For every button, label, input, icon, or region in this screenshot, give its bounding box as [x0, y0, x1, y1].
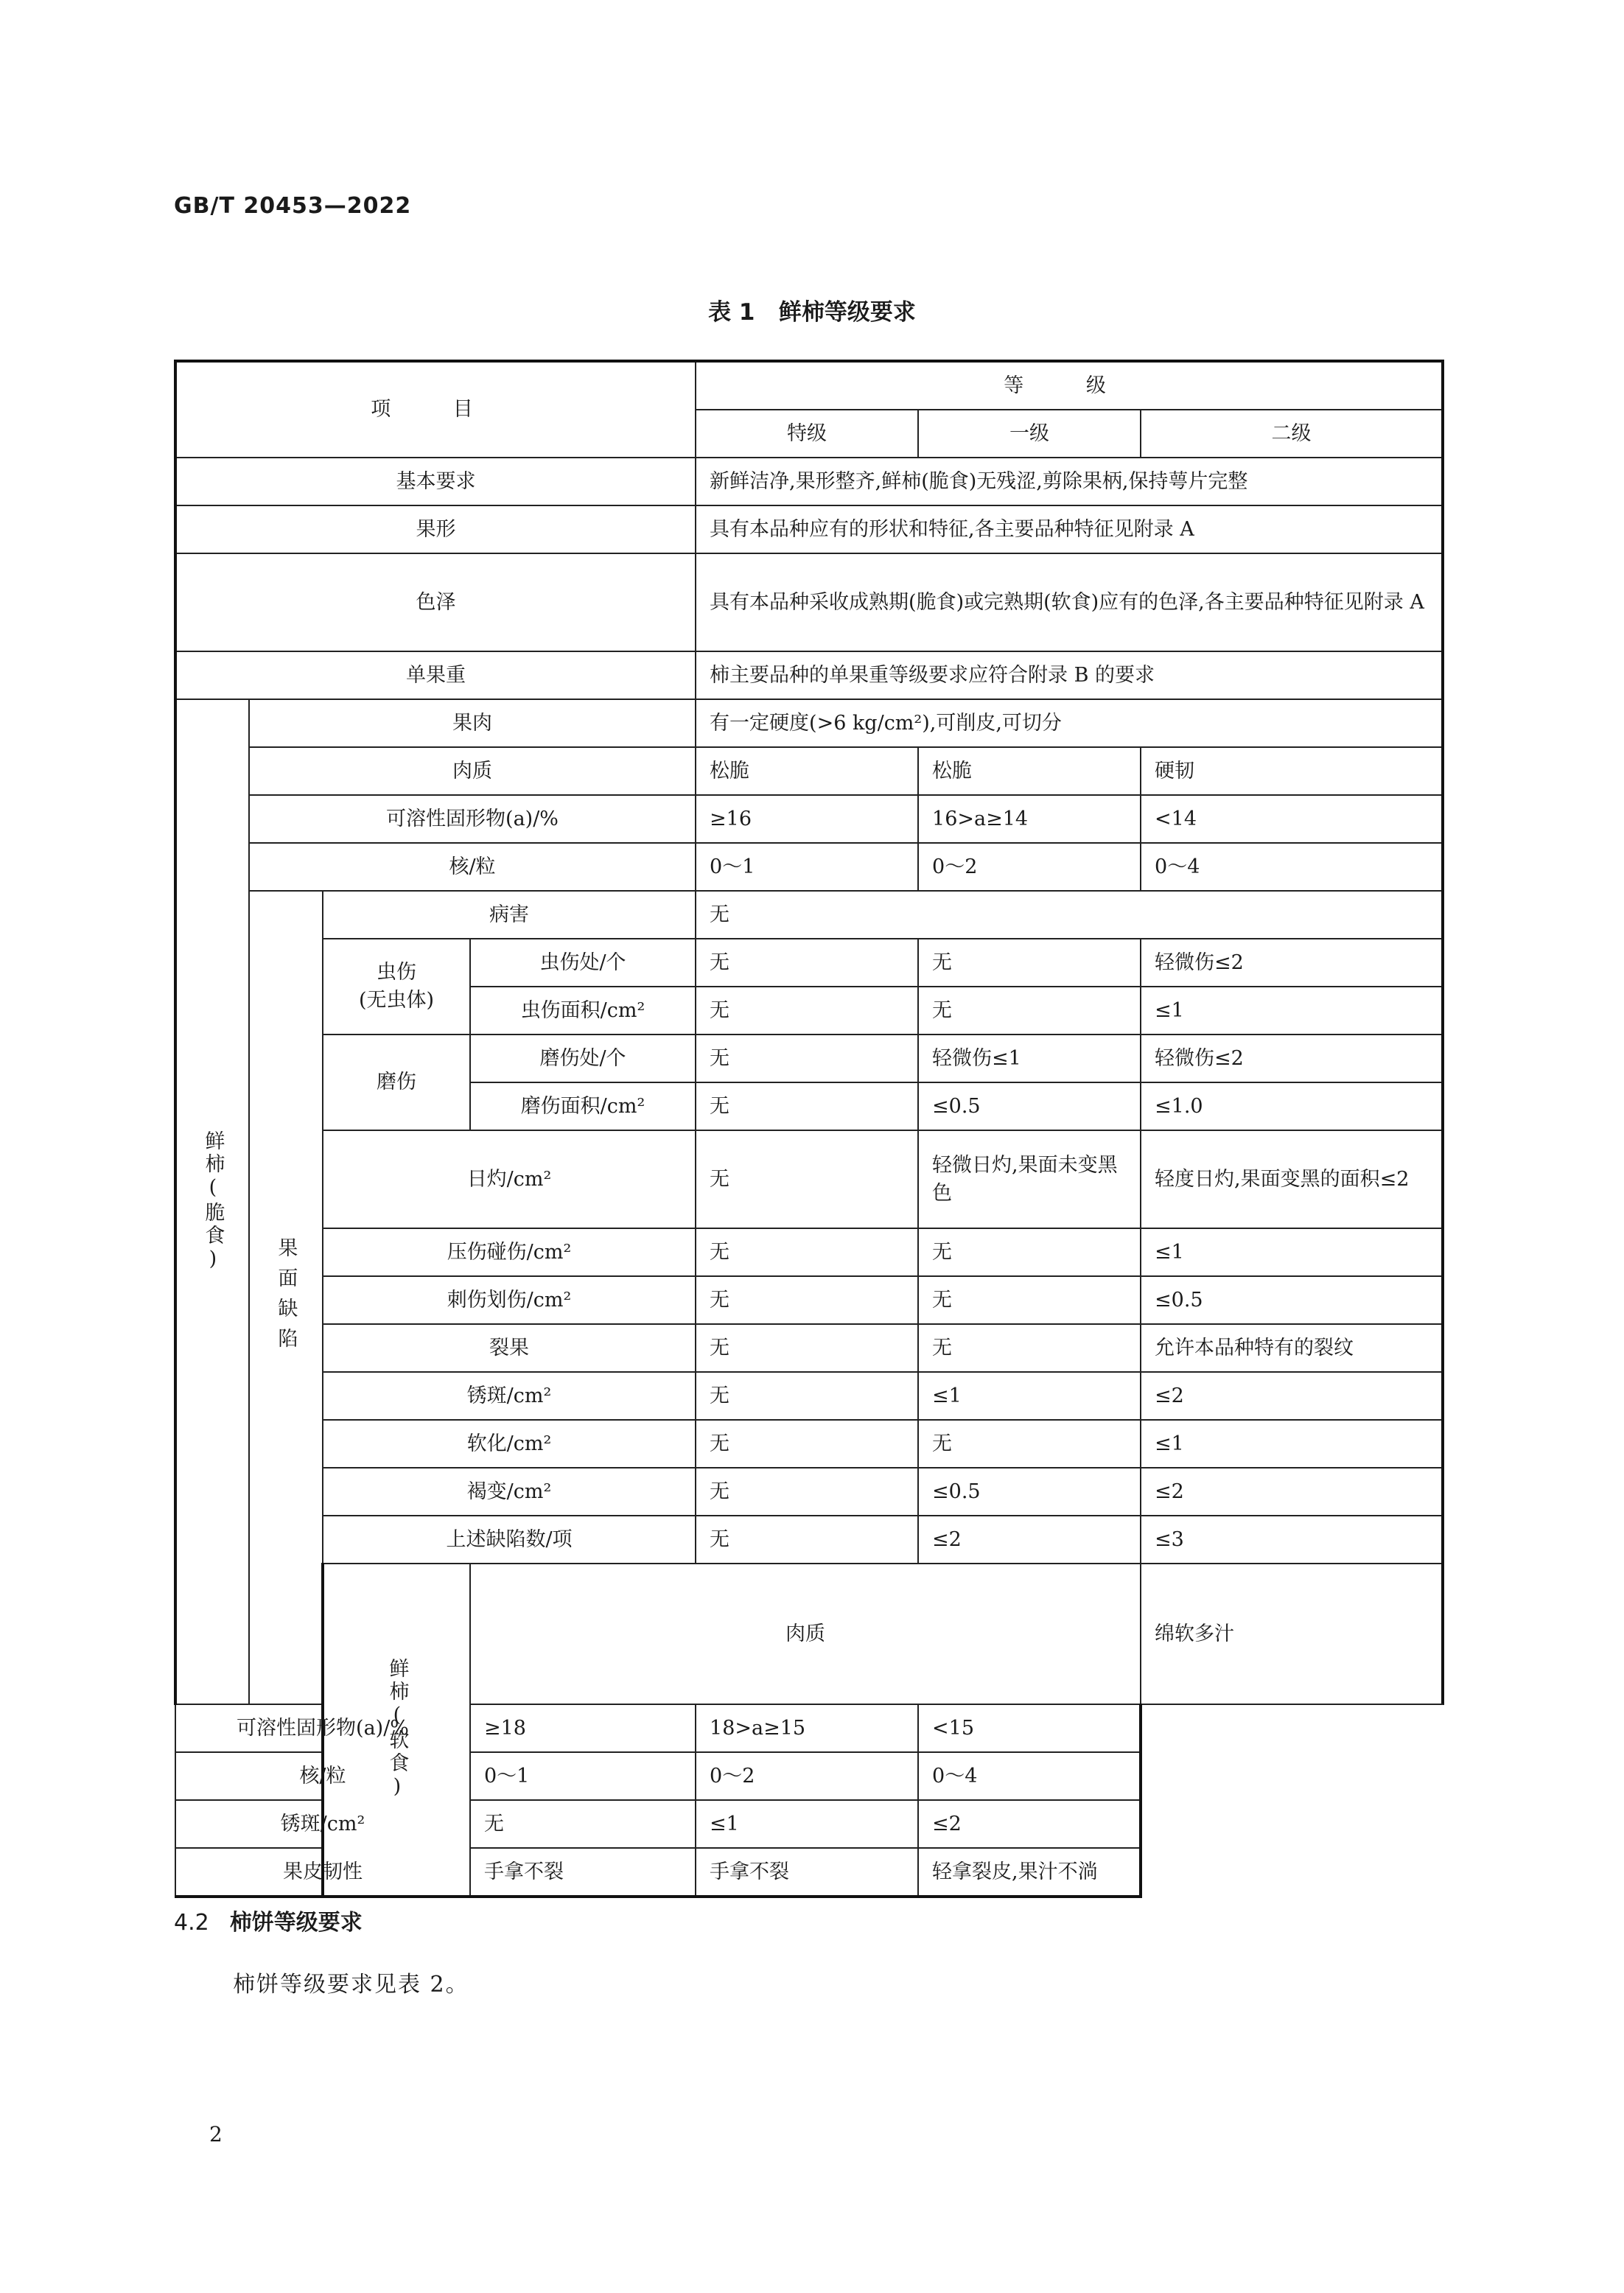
grade-cell: 无	[696, 1228, 918, 1276]
grade-cell: ≤1.0	[1141, 1082, 1443, 1130]
grade-cell: 0～2	[918, 843, 1141, 891]
grade-cell: 无	[696, 1082, 918, 1130]
row-value: 柿主要品种的单果重等级要求应符合附录 B 的要求	[696, 651, 1443, 699]
grade-cell: 无	[918, 987, 1141, 1035]
table-row	[175, 1420, 1443, 1468]
table-row	[175, 1848, 1443, 1897]
row-label: 锈斑/cm²	[175, 1800, 470, 1848]
grade-cell: 18>a≥15	[696, 1704, 918, 1752]
group-soft: 鲜柿(软食)	[323, 1564, 470, 1897]
grade-requirements-table	[174, 360, 1444, 1898]
grade-cell: ≤2	[918, 1516, 1141, 1564]
grade-cell: ≤1	[696, 1800, 918, 1848]
row-label: 果皮韧性	[175, 1848, 470, 1897]
page-number: 2	[209, 2122, 223, 2146]
row-label: 日灼/cm²	[323, 1130, 696, 1228]
row-label: 肉质	[249, 747, 696, 795]
row-label: 磨伤面积/cm²	[470, 1082, 696, 1130]
grade-cell: ≤0.5	[918, 1082, 1141, 1130]
grade-cell: 轻微日灼,果面未变黑色	[918, 1130, 1141, 1228]
table-row	[175, 747, 1443, 795]
grade-cell: 无	[696, 1130, 918, 1228]
grade-cell: 0～1	[470, 1752, 696, 1800]
table-row	[175, 1564, 1443, 1704]
grade-cell: 0～2	[696, 1752, 918, 1800]
table-row	[175, 1468, 1443, 1516]
row-label: 色泽	[175, 553, 696, 651]
table-row	[175, 505, 1443, 553]
table-row	[175, 1130, 1443, 1228]
row-label: 虫伤面积/cm²	[470, 987, 696, 1035]
row-label: 单果重	[175, 651, 696, 699]
section-number: 4.2	[174, 1910, 209, 1936]
table-row	[175, 651, 1443, 699]
group-crisp: 鲜柿(脆食)	[175, 699, 249, 1704]
row-label: 上述缺陷数/项	[323, 1516, 696, 1564]
grade-cell: ≤1	[1141, 987, 1443, 1035]
grade-cell: 手拿不裂	[696, 1848, 918, 1897]
grade-cell: 无	[696, 1276, 918, 1324]
row-label: 核/粒	[249, 843, 696, 891]
table-row	[175, 1035, 1443, 1082]
table-row	[175, 361, 1443, 410]
row-label: 病害	[323, 891, 696, 939]
row-label: 虫伤处/个	[470, 939, 696, 987]
row-label: 可溶性固形物(a)/%	[175, 1704, 470, 1752]
grade-cell: 无	[918, 1324, 1141, 1372]
row-label: 核/粒	[175, 1752, 470, 1800]
grade-cell: <15	[918, 1704, 1141, 1752]
grade-cell: 松脆	[918, 747, 1141, 795]
row-label: 刺伤划伤/cm²	[323, 1276, 696, 1324]
row-label: 可溶性固形物(a)/%	[249, 795, 696, 843]
subgroup-abrasion: 磨伤	[323, 1035, 470, 1130]
grade-cell: 硬韧	[1141, 747, 1443, 795]
row-value: 有一定硬度(>6 kg/cm²),可削皮,可切分	[696, 699, 1443, 747]
standard-id: GB/T 20453—2022	[174, 193, 412, 219]
grade-cell: 手拿不裂	[470, 1848, 696, 1897]
grade-cell: 允许本品种特有的裂纹	[1141, 1324, 1443, 1372]
header-grade-second: 二级	[1141, 410, 1443, 458]
grade-cell: 无	[696, 987, 918, 1035]
table-row	[175, 1324, 1443, 1372]
table-row	[175, 891, 1443, 939]
row-label: 褐变/cm²	[323, 1468, 696, 1516]
grade-cell: 0～4	[918, 1752, 1141, 1800]
row-value: 具有本品种应有的形状和特征,各主要品种特征见附录 A	[696, 505, 1443, 553]
table-row	[175, 1752, 1443, 1800]
section-heading	[174, 1904, 363, 1936]
row-label: 肉质	[470, 1564, 1141, 1704]
grade-cell: 绵软多汁	[1141, 1564, 1443, 1704]
grade-cell: 轻微伤≤2	[1141, 939, 1443, 987]
grade-cell: <14	[1141, 795, 1443, 843]
grade-cell: 无	[696, 1035, 918, 1082]
grade-cell: ≤1	[1141, 1228, 1443, 1276]
table-row	[175, 939, 1443, 987]
grade-cell: 轻微伤≤1	[918, 1035, 1141, 1082]
grade-cell: 轻微伤≤2	[1141, 1035, 1443, 1082]
table-row	[175, 1372, 1443, 1420]
grade-cell: 轻拿裂皮,果汁不淌	[918, 1848, 1141, 1897]
row-value: 无	[696, 891, 1443, 939]
section-title: 柿饼等级要求	[229, 1910, 363, 1936]
grade-cell: 松脆	[696, 747, 918, 795]
grade-cell: ≤1	[918, 1372, 1141, 1420]
row-label: 锈斑/cm²	[323, 1372, 696, 1420]
table-row	[175, 795, 1443, 843]
section-body: 柿饼等级要求见表 2。	[233, 1972, 469, 1998]
group-surface-defects: 果面缺陷	[249, 891, 323, 1704]
grade-cell: ≤3	[1141, 1516, 1443, 1564]
grade-cell: 轻度日灼,果面变黑的面积≤2	[1141, 1130, 1443, 1228]
table-row	[175, 1228, 1443, 1276]
row-label: 果形	[175, 505, 696, 553]
grade-cell: 无	[696, 1468, 918, 1516]
grade-cell: 0～4	[1141, 843, 1443, 891]
grade-cell: 无	[696, 939, 918, 987]
grade-cell: 0～1	[696, 843, 918, 891]
table-row	[175, 843, 1443, 891]
grade-cell: 无	[696, 1372, 918, 1420]
grade-cell: ≤2	[918, 1800, 1141, 1848]
table-title: 表 1 鲜柿等级要求	[708, 299, 916, 326]
grade-cell: 无	[470, 1800, 696, 1848]
header-grade-first: 一级	[918, 410, 1141, 458]
table-row	[175, 1704, 1443, 1752]
grade-cell: ≤2	[1141, 1372, 1443, 1420]
header-item: 项 目	[175, 361, 696, 458]
row-label: 压伤碰伤/cm²	[323, 1228, 696, 1276]
table-row	[175, 458, 1443, 505]
row-label: 基本要求	[175, 458, 696, 505]
grade-cell: 无	[918, 1276, 1141, 1324]
grade-cell: 无	[696, 1324, 918, 1372]
row-label: 裂果	[323, 1324, 696, 1372]
grade-cell: ≤0.5	[918, 1468, 1141, 1516]
row-label: 磨伤处/个	[470, 1035, 696, 1082]
row-value: 新鲜洁净,果形整齐,鲜柿(脆食)无残涩,剪除果柄,保持萼片完整	[696, 458, 1443, 505]
grade-cell: 16>a≥14	[918, 795, 1141, 843]
table-row	[175, 1516, 1443, 1564]
grade-cell: 无	[918, 1228, 1141, 1276]
table-row	[175, 1276, 1443, 1324]
grade-cell: ≤0.5	[1141, 1276, 1443, 1324]
grade-cell: 无	[696, 1516, 918, 1564]
row-label: 软化/cm²	[323, 1420, 696, 1468]
grade-cell: ≤1	[1141, 1420, 1443, 1468]
table-row	[175, 1800, 1443, 1848]
row-label: 果肉	[249, 699, 696, 747]
table-row	[175, 553, 1443, 651]
header-grade-special: 特级	[696, 410, 918, 458]
grade-cell: 无	[918, 1420, 1141, 1468]
grade-cell: ≥18	[470, 1704, 696, 1752]
table-row	[175, 699, 1443, 747]
row-value: 具有本品种采收成熟期(脆食)或完熟期(软食)应有的色泽,各主要品种特征见附录 A	[696, 553, 1443, 651]
grade-cell: 无	[696, 1420, 918, 1468]
grade-cell: ≤2	[1141, 1468, 1443, 1516]
grade-cell: ≥16	[696, 795, 918, 843]
header-grade: 等 级	[696, 361, 1443, 410]
subgroup-insect: 虫伤 (无虫体)	[323, 939, 470, 1035]
grade-cell: 无	[918, 939, 1141, 987]
